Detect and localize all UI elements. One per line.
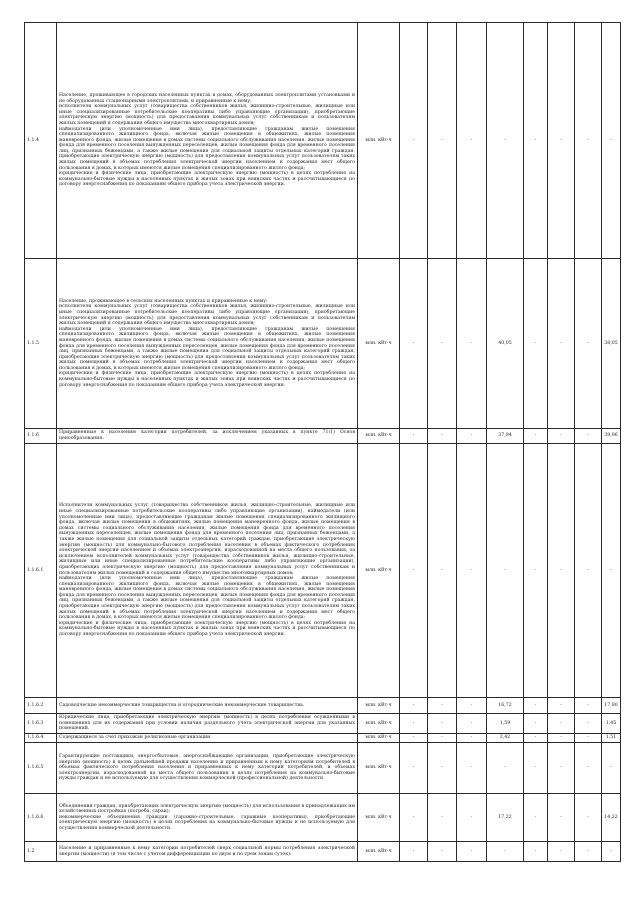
value-cell: - <box>575 714 602 734</box>
row-description <box>57 714 358 734</box>
value-cell: - <box>457 429 487 444</box>
row-code: 1.1.6 <box>25 429 57 444</box>
description-paragraph: наймодатели (или уполномоченные ими лица), предоставляющие гражданам жилые помещения специализированного жилищного фонда, включая жилые помещения в общежитиях, жилые помещения маневренного фонда, жилые помещения в домах системы социального обслуживания населения, жилые помещения фонда для временного поселения вынужденных переселенцев, жилые помещения фонда для временного поселения лиц, признанных беженцами, а также жилые помещения для социальной защиты отдельных категорий граждан, приобретающие электрическую энергию (мощность) для предоставления коммунальных услуг пользователям таких жилых помещений в объемах потребления электрической энергии населением и содержания мест общего пользования в домах, в которых имеются жилые помещения специализированного жилого фонда; <box>59 576 355 621</box>
row-unit: млн. кВт·ч <box>358 743 400 794</box>
table-row <box>25 23 621 259</box>
value-cell: - <box>575 698 602 714</box>
value-cell: - <box>457 714 487 734</box>
value-cell: - <box>575 794 602 842</box>
value-cell: - <box>428 698 457 714</box>
value-cell: - <box>524 429 548 444</box>
value-cell: - <box>548 842 575 862</box>
value-cell: 37,94 <box>487 429 524 444</box>
value-cell: 1,51 <box>602 734 621 743</box>
description-paragraph: наймодатели (или уполномоченные ими лица), предоставляющие гражданам жилые помещения специализированного жилищного фонда, включая жилые помещения в общежитиях, жилые помещения маневренного фонда, жилые помещения в домах системы социального обслуживания населения, жилые помещения фонда для временного поселения вынужденных переселенцев, жилые помещения фонда для временного поселения лиц, признанных беженцами, а также жилые помещения для социальной защиты отдельных категорий граждан, приобретающие электрическую энергию (мощность) для предоставления коммунальных услуг пользователям таких жилых помещений в объемах потребления электрической энергии населением и содержания мест общего пользования в домах, в которых имеются жилые помещения специализированного жилого фонда; <box>59 126 355 171</box>
value-cell: - <box>457 794 487 842</box>
value-cell: - <box>548 794 575 842</box>
value-cell: - <box>400 734 428 743</box>
description-paragraph: Население и приравненные к нему категории потребителей сверх социальной нормы потребления электрической энергии (мощности) (в том числе с учетом дифференциации по двум и по трем зонам суток): <box>59 845 355 857</box>
description-paragraph: Население, проживающее в сельских населенных пунктах и приравненные к нему: <box>59 298 268 304</box>
value-cell: - <box>428 743 457 794</box>
tariff-volume-table <box>24 22 621 862</box>
value-cell: - <box>487 444 524 698</box>
value-cell: - <box>400 23 428 259</box>
value-cell: - <box>548 714 575 734</box>
row-unit: млн. кВт·ч <box>358 714 400 734</box>
value-cell: - <box>428 444 457 698</box>
value-cell: - <box>524 734 548 743</box>
value-cell: - <box>428 23 457 259</box>
value-cell: - <box>548 444 575 698</box>
row-code: 1.1.4 <box>25 23 57 259</box>
row-description <box>57 698 358 714</box>
value-cell: - <box>400 743 428 794</box>
row-code: 1.1.6.6 <box>25 794 57 842</box>
value-cell: - <box>428 794 457 842</box>
table-row <box>25 743 621 794</box>
row-description <box>57 23 358 259</box>
value-cell: - <box>487 842 524 862</box>
row-code: 1.1.6.4 <box>25 734 57 743</box>
row-unit: млн. кВт·ч <box>358 842 400 862</box>
value-cell: 17,22 <box>487 794 524 842</box>
table-row <box>25 259 621 429</box>
description-paragraph: наймодатели (или уполномоченные ими лица), предоставляющие гражданам жилые помещения специализированного жилищного фонда, включая жилые помещения в общежитиях, жилые помещения маневренного фонда, жилые помещения в домах системы социального обслуживания населения, жилые помещения фонда для временного поселения вынужденных переселенцев, жилые помещения фонда для временного поселения лиц, признанных беженцами, а также жилые помещения для социальной защиты отдельных категорий граждан, приобретающие электрическую энергию (мощность) для предоставления коммунальных услуг пользователям таких жилых помещений в объемах потребления электрической энергии населением и содержания мест общего пользования в домах, в которых имеются жилые помещения специализированного жилого фонда; <box>59 326 355 371</box>
description-paragraph: Объединения граждан, приобретающих электрическую энергию (мощность) для использования в принадлежащих им хозяйственных постройках (погреба, сараи); <box>59 803 355 815</box>
row-code: 1.2 <box>25 842 57 862</box>
row-unit: млн. кВт·ч <box>358 698 400 714</box>
value-cell: - <box>548 743 575 794</box>
value-cell: - <box>457 842 487 862</box>
value-cell: 1,45 <box>602 714 621 734</box>
value-cell: - <box>428 714 457 734</box>
row-description <box>57 429 358 444</box>
value-cell: - <box>457 698 487 714</box>
value-cell: - <box>575 734 602 743</box>
value-cell: - <box>457 259 487 429</box>
value-cell: - <box>400 794 428 842</box>
description-paragraph: Содержащиеся за счет прихожан религиозные организации. <box>59 735 212 741</box>
value-cell: 39,96 <box>602 429 621 444</box>
value-cell: 16,72 <box>487 698 524 714</box>
value-cell: - <box>575 429 602 444</box>
table-row <box>25 698 621 714</box>
value-cell: - <box>575 444 602 698</box>
value-cell: - <box>548 23 575 259</box>
value-cell: - <box>428 842 457 862</box>
row-code: 1.1.5 <box>25 259 57 429</box>
table-row <box>25 842 621 862</box>
value-cell: - <box>487 743 524 794</box>
description-paragraph: исполнители коммунальных услуг (товарищества собственников жилья, жилищно-строительные, жилищные или иные специализированные потребительские кооперативы либо управляющие организации), приобретающие электрическую энергию (мощность) для предоставления коммунальных услуг собственникам и пользователям жилых помещений и содержания общего имущества многоквартирных домов; <box>59 304 355 327</box>
value-cell: - <box>524 743 548 794</box>
value-cell: - <box>602 444 621 698</box>
row-unit: млн. кВт·ч <box>358 444 400 698</box>
row-unit: млн. кВт·ч <box>358 259 400 429</box>
description-paragraph: Юридические лица, приобретающие электрическую энергию (мощность) в целях потребления осужденными в помещениях для их содержания при условии наличия раздельного учета электрической энергии для указанных помещений. <box>59 715 355 732</box>
value-cell: - <box>524 23 548 259</box>
row-unit: млн. кВт·ч <box>358 794 400 842</box>
value-cell: 38,05 <box>602 259 621 429</box>
table-row <box>25 444 621 698</box>
value-cell: - <box>524 259 548 429</box>
table-row <box>25 429 621 444</box>
value-cell: - <box>602 842 621 862</box>
value-cell: - <box>428 734 457 743</box>
value-cell: - <box>457 734 487 743</box>
value-cell: - <box>524 794 548 842</box>
value-cell: - <box>548 259 575 429</box>
table-body <box>25 23 621 862</box>
row-description <box>57 259 358 429</box>
description-paragraph: Садоводческие некоммерческие товарищества и огороднические некоммерческие товарищества. <box>59 702 305 708</box>
value-cell: - <box>457 743 487 794</box>
value-cell: 40,05 <box>487 259 524 429</box>
row-unit: млн. кВт·ч <box>358 429 400 444</box>
value-cell: - <box>487 23 524 259</box>
row-code: 1.1.6.2 <box>25 698 57 714</box>
row-description <box>57 842 358 862</box>
table-row <box>25 794 621 842</box>
value-cell: 1,59 <box>487 714 524 734</box>
description-paragraph: Исполнители коммунальных услуг (товарищества собственников жилья, жилищно-строительные, жилищные или иные специализированные потребительские кооперативы либо управляющие организации), наймодатели (или уполномоченные ими лица), предоставляющие гражданам жилые помещения специализированного жилищного фонда, включая жилые помещения в общежитиях, жилые помещения маневренного фонда, жилые помещения в домах системы социального обслуживания населения, жилые помещения фонда для временного поселения вынужденных переселенцев, жилые помещения фонда для временного поселения лиц, признанных беженцами, а также жилые помещения для социальной защиты отдельных категорий граждан, приобретающие электрическую энергию (мощность) для коммунально-бытового потребления населения в объемах фактического потребления электрической энергии населением и объемах электроэнергии, израсходованной на места общего пользования, за исключением исполнителей коммунальных услуг (товарищества собственников жилья, жилищно-строительные, жилищные или иные специализированные потребительские кооперативы либо управляющие организации), приобретающих электрическую энергию (мощность) для предоставления коммунальных услуг собственникам и пользователям жилых помещений и содержания общего имущества многоквартирных домов; <box>59 503 355 576</box>
value-cell: - <box>400 444 428 698</box>
description-paragraph: Гарантирующие поставщики, энергосбытовые, энергоснабжающие организации, приобретающие электрическую энергию (мощность) в целях дальнейшей продажи населению и приравненным к нему категориям потребителей в объемах фактического потребления населения и приравненных к нему категорий потребителей, и объемах электроэнергии, израсходованной на места общего пользования в целях потребления на коммунально-бытовые нужды граждан и не используемую для осуществления коммерческой (профессиональной) деятельности <box>59 754 355 782</box>
value-cell: 2,42 <box>487 734 524 743</box>
row-description <box>57 444 358 698</box>
value-cell: - <box>602 743 621 794</box>
value-cell: - <box>400 429 428 444</box>
row-description <box>57 734 358 743</box>
row-description <box>57 743 358 794</box>
description-paragraph: юридические и физические лица, приобретающие электрическую энергию (мощность) в целях потребления на коммунально-бытовые нужды в населенных пунктах и жилых зонах при воинских частях и рассчитывающиеся по договору энергоснабжения по показаниям общего прибора учета электрической энергии. <box>59 171 355 188</box>
row-description <box>57 794 358 842</box>
table-row <box>25 734 621 743</box>
value-cell: - <box>457 23 487 259</box>
value-cell: - <box>524 698 548 714</box>
value-cell: - <box>602 23 621 259</box>
value-cell: - <box>400 714 428 734</box>
table-row <box>25 714 621 734</box>
value-cell: - <box>575 743 602 794</box>
value-cell: - <box>400 842 428 862</box>
description-paragraph: юридические и физические лица, приобретающие электрическую энергию (мощность) в целях потребления на коммунально-бытовые нужды в населенных пунктах и жилых зонах при воинских частях и рассчитывающиеся по договору энергоснабжения по показаниям общего прибора учета электрической энергии. <box>59 371 355 388</box>
row-unit: млн. кВт·ч <box>358 23 400 259</box>
value-cell: - <box>575 23 602 259</box>
row-unit: млн. кВт·ч <box>358 734 400 743</box>
row-code: 1.1.6.1 <box>25 444 57 698</box>
row-code: 1.1.6.3 <box>25 714 57 734</box>
value-cell: - <box>575 842 602 862</box>
description-paragraph: Население, проживающее в городских населенных пунктах в домах, оборудованных электроплитами установками и не оборудованных стационарными электроплитами, и приравненные к нему: <box>59 92 355 104</box>
value-cell: - <box>400 259 428 429</box>
value-cell: - <box>524 842 548 862</box>
description-paragraph: Приравненные к населению категории потребителей, за исключением указанных в пункте 71(1) Основ ценообразования: <box>59 430 355 441</box>
value-cell: 17,80 <box>602 698 621 714</box>
description-paragraph: некоммерческие объединения граждан (гаражно-строительные, гаражные кооперативы), приобретающие электрическую энергию (мощность) в целях потребления на коммунально-бытовые нужды и не используемую для осуществления коммерческой деятельности. <box>59 814 355 831</box>
value-cell: - <box>400 698 428 714</box>
value-cell: - <box>524 444 548 698</box>
value-cell: - <box>524 714 548 734</box>
row-code: 1.1.6.5 <box>25 743 57 794</box>
value-cell: - <box>548 734 575 743</box>
value-cell: - <box>575 259 602 429</box>
description-paragraph: исполнители коммунальных услуг (товарищества собственников жилья, жилищно-строительные, жилищные или иные специализированные потребительские кооперативы либо управляющие организации), приобретающие электрическую энергию (мощность) для предоставления коммунальных услуг собственникам и пользователям жилых помещений и содержания общего имущества многоквартирных домов; <box>59 104 355 126</box>
value-cell: - <box>548 698 575 714</box>
value-cell: - <box>428 429 457 444</box>
value-cell: 14,22 <box>602 794 621 842</box>
value-cell: - <box>457 444 487 698</box>
value-cell: - <box>428 259 457 429</box>
description-paragraph: юридические и физические лица, приобретающие электрическую энергию (мощность) в целях потребления на коммунально-бытовые нужды в населенных пунктах и жилых зонах при воинских частях и рассчитывающиеся по договору энергоснабжения по показаниям общего прибора учета электрической энергии. <box>59 620 355 638</box>
value-cell: - <box>548 429 575 444</box>
